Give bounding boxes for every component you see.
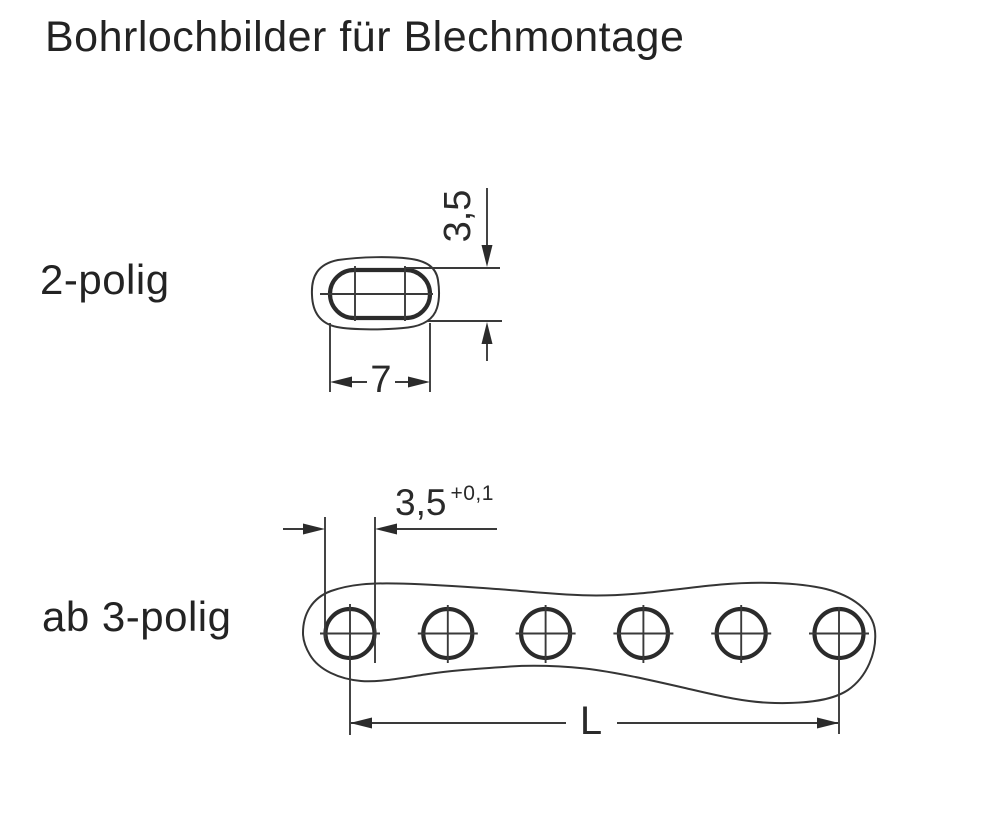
dim-diameter-nominal: 3,5 [395,482,447,523]
drill-hole-4 [613,605,673,663]
drill-hole-3 [516,605,576,663]
dim-height-value: 3,5 [437,189,479,243]
section-label-multi: ab 3-polig [42,593,232,640]
dim-width-value: 7 [370,359,392,401]
drill-hole-2 [418,605,478,663]
drill-hole-5 [711,605,771,663]
arrowhead-left [330,377,352,388]
dim-length-value: L [579,699,603,743]
arrowhead-up [482,322,493,344]
section-label-2pole: 2-polig [40,256,170,303]
component-outline-multi [303,583,875,703]
arrowhead-down [482,245,493,267]
arrowhead-right [817,718,839,729]
page-title: Bohrlochbilder für Blechmontage [45,13,685,61]
dim-diameter-tolerance: +0,1 [450,481,494,505]
arrowhead-right [408,377,430,388]
arrowhead-left [350,718,372,729]
dim-diameter [283,517,497,663]
drill-hole-6 [809,607,869,734]
arrowhead-right [303,524,325,535]
dim-diameter-value [395,481,494,523]
drill-hole-1 [320,604,380,735]
arrowhead-left [375,524,397,535]
